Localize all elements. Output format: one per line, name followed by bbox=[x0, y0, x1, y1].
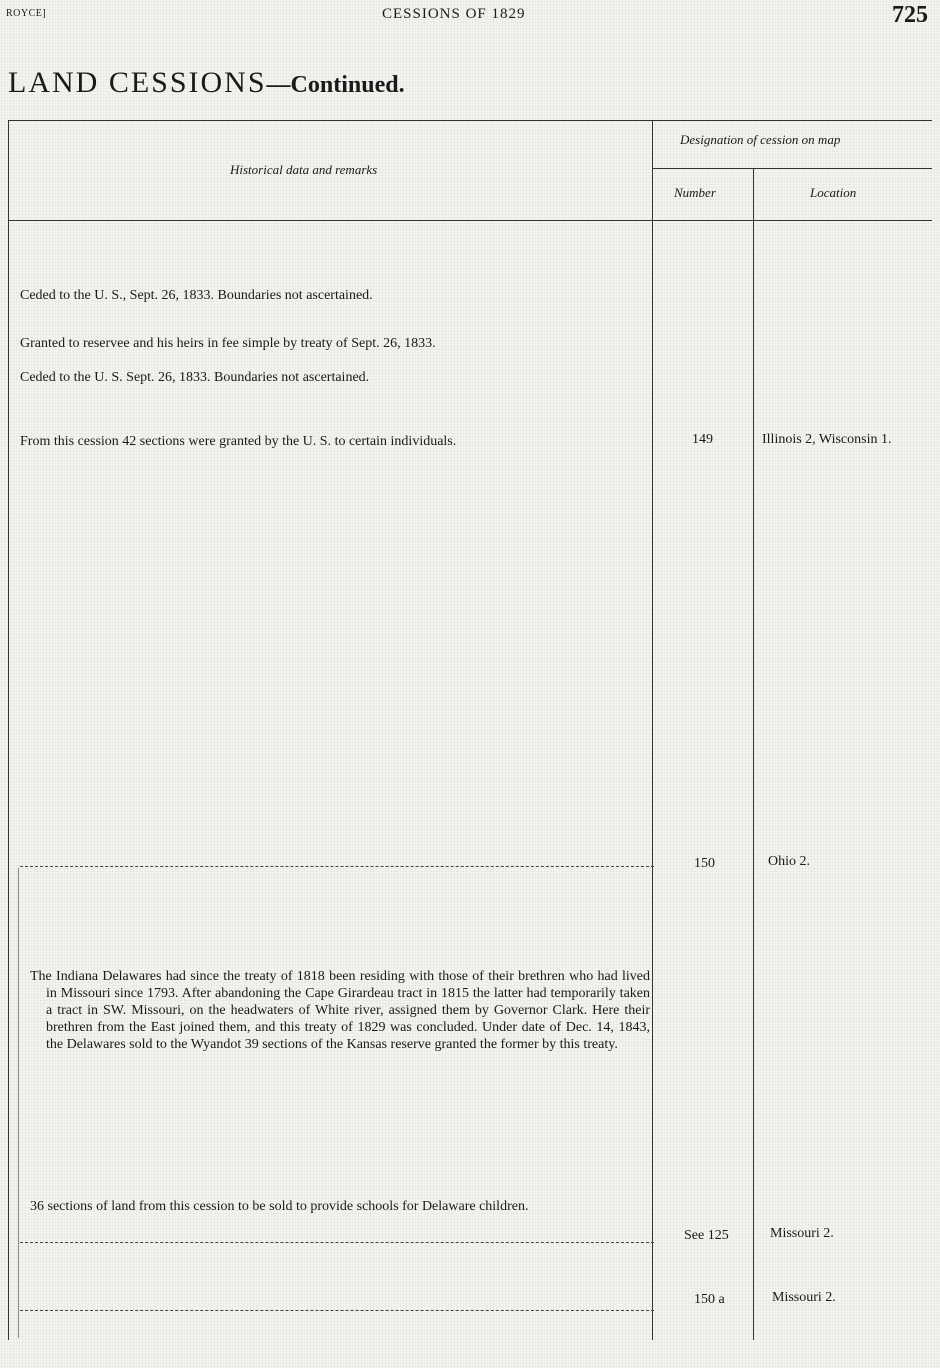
delawares-paragraph: The Indiana Delawares had since the treaty of 1818 been residing with those of their brethren who had lived in Missouri since 1793. After abandoning the Cape Girardeau tract in 1815 the latter had temporarily taken a tract in SW. Missouri, on the headwaters of White river, assigned them by Governor Clark. Here their brethren from the East joined them, and this treaty of 1829 was concluded. Under date of Dec. 14, 1843, the Delawares sold to the Wyandot 39 sections of the Kansas reserve granted the former by this treaty. bbox=[30, 969, 650, 1052]
row-8-number: 150 a bbox=[694, 1292, 725, 1307]
row-5-number: 150 bbox=[694, 856, 715, 871]
row-separator bbox=[20, 1310, 654, 1311]
row-7-number: See 125 bbox=[684, 1228, 729, 1243]
running-head-left: ROYCE] bbox=[6, 8, 47, 19]
row-7-location: Missouri 2. bbox=[770, 1226, 834, 1241]
table-top-rule bbox=[8, 120, 932, 121]
inner-left-rule bbox=[18, 868, 19, 1338]
row-3-remarks: Ceded to the U. S. Sept. 26, 1833. Boundaries not ascertained. bbox=[20, 370, 370, 385]
designation-rule bbox=[652, 168, 932, 169]
header-location: Location bbox=[810, 185, 857, 200]
page-number: 725 bbox=[892, 2, 928, 28]
row-separator bbox=[20, 866, 654, 867]
table-left-border bbox=[8, 120, 9, 1340]
number-column-divider bbox=[753, 168, 754, 1340]
row-4-number: 149 bbox=[692, 432, 713, 447]
row-7-remarks bbox=[30, 1198, 650, 1215]
remarks-column-divider bbox=[652, 120, 653, 1340]
header-number: Number bbox=[674, 185, 716, 200]
header-designation: Designation of cession on map bbox=[680, 132, 841, 147]
row-1-remarks: Ceded to the U. S., Sept. 26, 1833. Boundaries not ascertained. bbox=[20, 288, 373, 303]
row-4-remarks: From this cession 42 sections were granted by the U. S. to certain individuals. bbox=[20, 434, 457, 449]
page-title bbox=[8, 66, 405, 100]
header-remarks: Historical data and remarks bbox=[230, 162, 378, 177]
header-bottom-rule bbox=[8, 220, 932, 221]
row-6-remarks bbox=[30, 968, 650, 1053]
row-4-location: Illinois 2, Wisconsin 1. bbox=[762, 432, 892, 447]
row-2-remarks: Granted to reservee and his heirs in fee simple by treaty of Sept. 26, 1833. bbox=[20, 336, 436, 351]
schools-paragraph: 36 sections of land from this cession to be sold to provide schools for Delaware children. bbox=[30, 1199, 529, 1214]
row-separator bbox=[20, 1242, 654, 1243]
running-head-title: CESSIONS OF 1829 bbox=[382, 6, 526, 22]
title-continued: —Continued. bbox=[266, 72, 405, 98]
row-5-location: Ohio 2. bbox=[768, 854, 810, 869]
row-8-location: Missouri 2. bbox=[772, 1290, 836, 1305]
title-main: LAND CESSIONS bbox=[8, 66, 267, 99]
